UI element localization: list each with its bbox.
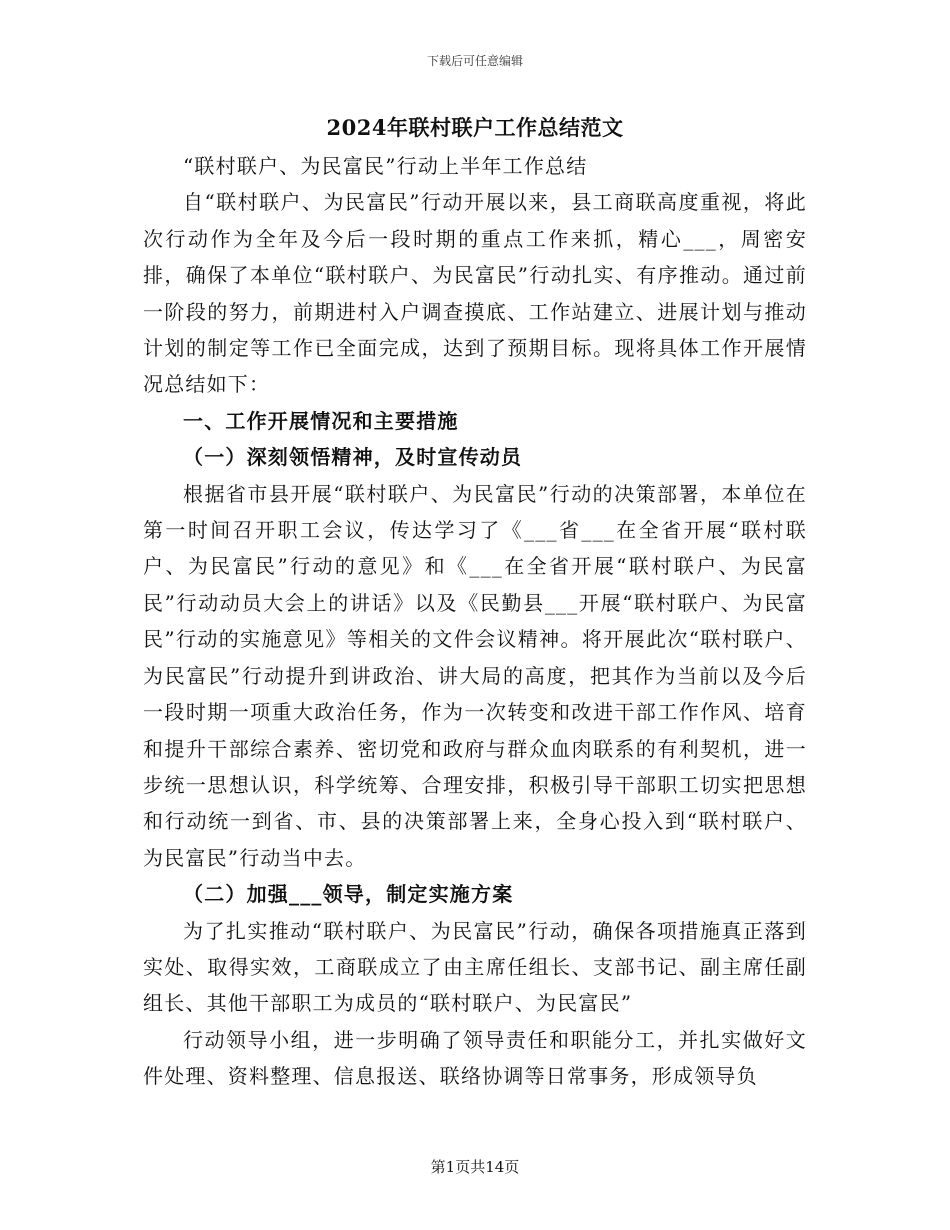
document-subtitle: “联村联户、为民富民”行动上半年工作总结: [183, 154, 588, 178]
subsection-heading: （一）深刻领悟精神，及时宣传动员: [183, 445, 523, 470]
body-paragraph: 根据省市县开展“联村联户、为民富民”行动的决策部署，本单位在第一时间召开职工会议，传达学习了《___省___在全省开展“联村联户、为民富民”行动的意见》和《___在全省开展“联村联户、为民富民”行动动员大会上的讲话》以及《民勤县___开展“联村联户、为民富民”行动的实施意见》等相关的文件会议精神。将开展此次“联村联户、为民富民”行动提升到讲政治、讲大局的高度，把其作为当前以及今后一段时期一项重大政治任务，作为一次转变和改进干部工作作风、培育和提升干部综合素养、密切党和政府与群众血肉联系的有利契机，进一步统一思想认识，科学统筹、合理安排，积极引导干部职工切实把思想和行动统一到省、市、县的决策部署上来，全身心投入到“联村联户、为民富民”行动当中去。: [143, 481, 807, 870]
body-paragraph: 为了扎实推动“联村联户、为民富民”行动，确保各项措施真正落到实处、取得实效，工商联成立了由主席任组长、支部书记、副主席任副组长、其他干部职工为成员的“联村联户、为民富民”: [143, 918, 807, 1016]
page-header: 下载后可任意编辑: [426, 54, 523, 68]
subsection-heading: （二）加强___领导，制定实施方案: [183, 882, 514, 907]
page-number: 第1页共14页: [430, 1158, 520, 1176]
document-title: 2024年联村联户工作总结范文: [326, 115, 624, 140]
section-heading: 一、工作开展情况和主要措施: [183, 408, 459, 433]
body-paragraph: 行动领导小组，进一步明确了领导责任和职能分工，并扎实做好文件处理、资料整理、信息报送、联络协调等日常事务，形成领导负: [143, 1027, 807, 1089]
document-body: [143, 148, 807, 1095]
body-paragraph: 自“联村联户、为民富民”行动开展以来，县工商联高度重视，将此次行动作为全年及今后一段时期的重点工作来抓，精心___，周密安排，确保了本单位“联村联户、为民富民”行动扎实、有序推动。通过前一阶段的努力，前期进村入户调查摸底、工作站建立、进展计划与推动计划的制定等工作已全面完成，达到了预期目标。现将具体工作开展情况总结如下：: [143, 190, 807, 397]
